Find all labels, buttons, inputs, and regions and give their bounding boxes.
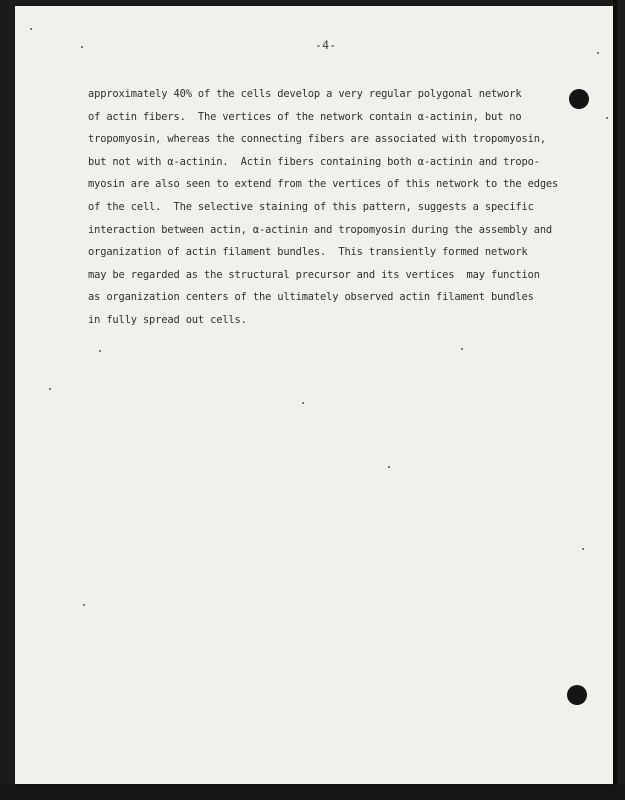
text-line: but not with α-actinin. Actin fibers containing both α-actinin and tropo- [88,155,540,168]
paper-speck [30,28,32,30]
text-line: of the cell. The selective staining of this pattern, suggests a specific [88,200,534,213]
paper-speck [49,388,51,390]
paper-sheet [15,6,613,784]
page-number: -4- [315,38,337,52]
text-line: tropomyosin, whereas the connecting fibers are associated with tropomyosin, [88,133,546,146]
body-text [88,83,558,332]
punch-hole-top [569,89,589,109]
text-line: in fully spread out cells. [88,313,247,326]
text-line: interaction between actin, α-actinin and tropomyosin during the assembly and [88,223,553,236]
paper-speck [597,52,599,54]
paper-speck [302,402,304,404]
paper-speck [582,548,584,550]
text-line: as organization centers of the ultimately observed actin filament bundles [88,291,534,304]
punch-hole-bottom [567,685,587,705]
scanner-bottom-edge [0,784,625,800]
scanner-edge [613,0,617,800]
text-line: approximately 40% of the cells develop a very regular polygonal network [88,88,522,100]
text-line: organization of actin filament bundles. This transiently formed network [88,246,528,259]
paper-speck [81,46,83,48]
paper-speck [461,348,463,350]
text-line: may be regarded as the structural precursor and its vertices may function [88,268,540,281]
text-line: of actin fibers. The vertices of the network contain α-actinin, but no [88,110,522,123]
paper-speck [83,604,85,606]
paper-speck [606,117,608,119]
paper-speck [388,466,390,468]
paper-speck [99,350,101,352]
text-line: myosin are also seen to extend from the vertices of this network to the edges [88,178,559,191]
